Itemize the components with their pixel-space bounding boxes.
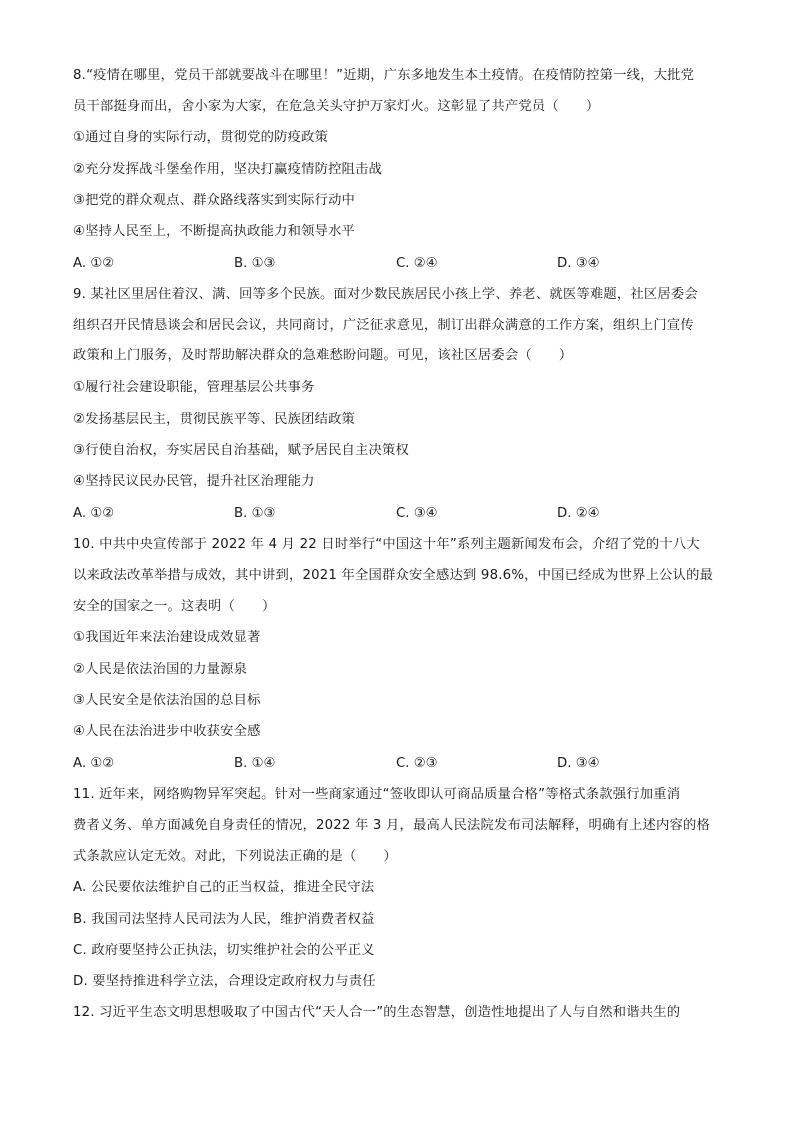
q11-choice-c: C. 政府要坚持公正执法，切实维护社会的公平正义 [73, 943, 375, 958]
q11-stem-line-1: 11. 近年来，网络购物异军突起。针对一些商家通过“签收即认可商品质量合格”等格式条款强行加重消 [73, 787, 681, 802]
q10-stem-line-3: 安全的国家之一。这表明（ ） [73, 599, 276, 614]
q9-stem-line-2: 组织召开民情恳谈会和居民会议，共同商讨，广泛征求意见，制订出群众满意的工作方案，组织上门宣传 [73, 318, 694, 333]
q9-item-3: ③行使自治权，夯实居民自治基础，赋予居民自主决策权 [73, 443, 410, 458]
q9-item-4: ④坚持民议民办民管，提升社区治理能力 [73, 474, 315, 489]
q9-option-a: A. ①② [73, 506, 115, 521]
q8-stem-line-2: 员干部挺身而出，舍小家为大家，在危急关头守护万家灯火。这彰显了共产党员（ ） [73, 99, 600, 114]
q8-item-1: ①通过自身的实际行动，贯彻党的防疫政策 [73, 130, 329, 145]
q10-option-b: B. ①④ [234, 756, 276, 771]
q9-option-d: D. ②④ [557, 506, 600, 521]
q10-item-2: ②人民是依法治国的力量源泉 [73, 662, 248, 677]
q11-choice-a: A. 公民要依法维护自己的正当权益，推进全民守法 [73, 880, 375, 895]
q8-option-c: C. ②④ [396, 256, 438, 271]
q8-option-d: D. ③④ [557, 256, 600, 271]
q8-item-4: ④坚持人民至上，不断提高执政能力和领导水平 [73, 224, 356, 239]
q10-stem-line-2: 以来政法改革举措与成效，其中讲到，2021 年全国群众安全感达到 98.6%，中国已经成为世界上公认的最 [73, 568, 714, 583]
q9-option-b: B. ①③ [234, 506, 276, 521]
q11-choice-b: B. 我国司法坚持人民司法为人民，维护消费者权益 [73, 912, 375, 927]
q8-option-b: B. ①③ [234, 256, 276, 271]
q9-stem-line-3: 政策和上门服务，及时帮助解决群众的急难愁盼问题。可见，该社区居委会（ ） [73, 348, 573, 363]
q11-choice-d: D. 要坚持推进科学立法，合理设定政府权力与责任 [73, 974, 376, 989]
q10-item-4: ④人民在法治进步中收获安全感 [73, 724, 261, 739]
q9-item-1: ①履行社会建设职能，管理基层公共事务 [73, 380, 315, 395]
q10-item-3: ③人民安全是依法治国的总目标 [73, 693, 261, 708]
q9-stem-line-1: 9. 某社区里居住着汉、满、回等多个民族。面对少数民族居民小孩上学、养老、就医等难题，社区居委会 [73, 287, 698, 302]
q8-item-2: ②充分发挥战斗堡垒作用，坚决打赢疫情防控阻击战 [73, 162, 383, 177]
q11-stem-line-2: 费者义务、单方面减免自身责任的情况，2022 年 3 月，最高人民法院发布司法解释，明确有上述内容的格 [73, 818, 710, 833]
q8-option-a: A. ①② [73, 256, 115, 271]
q8-stem-line-1: 8.“疫情在哪里，党员干部就要战斗在哪里！”近期，广东多地发生本土疫情。在疫情防控第一线，大批党 [73, 68, 695, 83]
q9-option-c: C. ③④ [396, 506, 438, 521]
q10-option-a: A. ①② [73, 756, 115, 771]
q10-stem-line-1: 10. 中共中央宣传部于 2022 年 4 月 22 日时举行“中国这十年”系列主题新闻发布会，介绍了党的十八大 [73, 537, 700, 552]
q9-item-2: ②发扬基层民主，贯彻民族平等、民族团结政策 [73, 412, 356, 427]
q12-stem-line-1: 12. 习近平生态文明思想吸取了中国古代“天人合一”的生态智慧，创造性地提出了人与自然和谐共生的 [73, 1005, 681, 1020]
q10-option-c: C. ②③ [396, 756, 438, 771]
q11-stem-line-3: 式条款应认定无效。对此，下列说法正确的是（ ） [73, 849, 397, 864]
q10-item-1: ①我国近年来法治建设成效显著 [73, 630, 261, 645]
q10-option-d: D. ③④ [557, 756, 600, 771]
q8-item-3: ③把党的群众观点、群众路线落实到实际行动中 [73, 193, 356, 208]
